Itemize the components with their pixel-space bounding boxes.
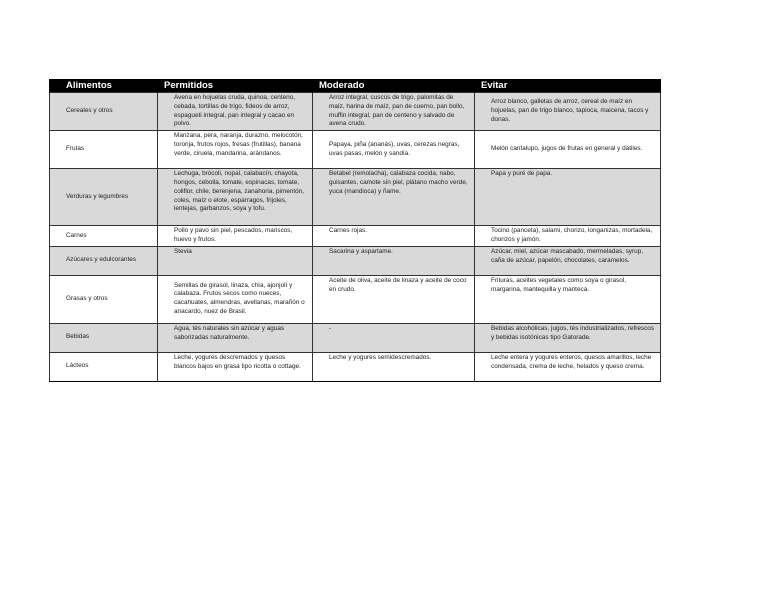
moderado-cell: Sacarina y aspartame. xyxy=(313,246,475,275)
moderado-cell: Betabel (remolacha), calabaza cocida, nabo, guisantes, camote sin piel, plátano macho verde, yuca (mandioca) y ñame. xyxy=(313,169,475,226)
table-row xyxy=(50,131,661,169)
moderado-cell: Leche y yogures semidescremados. xyxy=(313,352,475,381)
moderado-cell: Arroz integral, cuscús de trigo, palomitas de maíz, harina de maíz, pan de cuerno, pan bollo, muffin integral, pan de centeno y salvado de avena crudo. xyxy=(313,93,475,131)
evitar-cell: Frituras, aceites vegetales como soya o girasol, margarina, mantequilla y manteca. xyxy=(475,275,661,323)
permitidos-cell: Leche, yogures descremados y quesos blancos bajos en grasa tipo ricotta o cottage. xyxy=(158,352,313,381)
table-row xyxy=(50,169,661,226)
header-moderado: Moderado xyxy=(313,79,475,93)
category-cell: Lácteos xyxy=(50,352,158,381)
evitar-cell: Bebidas alcohólicas, jugos, tés industrializados, refrescos y bebidas isotónicas tipo Gatorade. xyxy=(475,323,661,352)
table-row xyxy=(50,352,661,381)
category-cell: Frutas xyxy=(50,131,158,169)
category-cell: Carnes xyxy=(50,226,158,247)
table-row xyxy=(50,246,661,275)
category-cell: Grasas y otros xyxy=(50,275,158,323)
category-cell: Verduras y legumbres xyxy=(50,169,158,226)
moderado-cell: Carnes rojas. xyxy=(313,226,475,247)
evitar-cell: Azúcar, miel, azúcar mascabado, mermeladas, syrup, caña de azúcar, papelón, chocolates, caramelos. xyxy=(475,246,661,275)
evitar-cell: Tocino (panceta), salami, chorizo, longanizas, mortadela, chorizos y jamón. xyxy=(475,226,661,247)
permitidos-cell: Pollo y pavo sin piel, pescados, mariscos, huevo y frutos. xyxy=(158,226,313,247)
category-cell: Bebidas xyxy=(50,323,158,352)
moderado-cell: Papaya, piña (ananás), uvas, cerezas negras, uvas pasas, melón y sandía. xyxy=(313,131,475,169)
permitidos-cell: Avena en hojuelas cruda, quinoa, centeno, cebada, tortillas de trigo, fideos de arroz, espagueti integral, pan integral y cacao en polvo. xyxy=(158,93,313,131)
header-alimentos: Alimentos xyxy=(50,79,158,93)
permitidos-cell: Agua, tés naturales sin azúcar y aguas saborizadas naturalmente. xyxy=(158,323,313,352)
header-permitidos: Permitidos xyxy=(158,79,313,93)
evitar-cell: Leche entera y yogures enteros, quesos amarillos, leche condensada, crema de leche, helados y queso crema. xyxy=(475,352,661,381)
table-row xyxy=(50,226,661,247)
permitidos-cell: Stevia xyxy=(158,246,313,275)
food-table xyxy=(49,79,661,382)
category-cell: Azúcares y edulcorantes xyxy=(50,246,158,275)
permitidos-cell: Lechuga, brócoli, nopal, calabacín, chayota, hongos, cebolla, tomate, espinacas, tomate, coliflor, chile, berenjena, zanahoria, pimentón, coles, maíz o elote, espárragos, frijoles, lentejas, garbanzos, soya y tofu. xyxy=(158,169,313,226)
table-header-row xyxy=(50,79,661,93)
evitar-cell: Melón cantalupo, jugos de frutas en general y dátiles. xyxy=(475,131,661,169)
permitidos-cell: Semillas de girasol, linaza, chía, ajonjolí y calabaza. Frutos secos como nueces, cacahuates, almendras, avellanas, marañón o anacardo, nuez de Brasil. xyxy=(158,275,313,323)
table-row xyxy=(50,323,661,352)
table-row xyxy=(50,275,661,323)
moderado-cell: - xyxy=(313,323,475,352)
evitar-cell: Arroz blanco, galletas de arroz, cereal de maíz en hojuelas, pan de trigo blanco, tapioca, maicena, tacos y donas. xyxy=(475,93,661,131)
permitidos-cell: Manzana, pera, naranja, durazno, melocotón, toronja, frutos rojos, fresas (frutillas), banana verde, ciruela, mandarina, arándanos. xyxy=(158,131,313,169)
table-row xyxy=(50,93,661,131)
category-cell: Cereales y otros xyxy=(50,93,158,131)
moderado-cell: Aceite de oliva, aceite de linaza y aceite de coco en crudo. xyxy=(313,275,475,323)
header-evitar: Evitar xyxy=(475,79,661,93)
evitar-cell: Papa y puré de papa. xyxy=(475,169,661,226)
